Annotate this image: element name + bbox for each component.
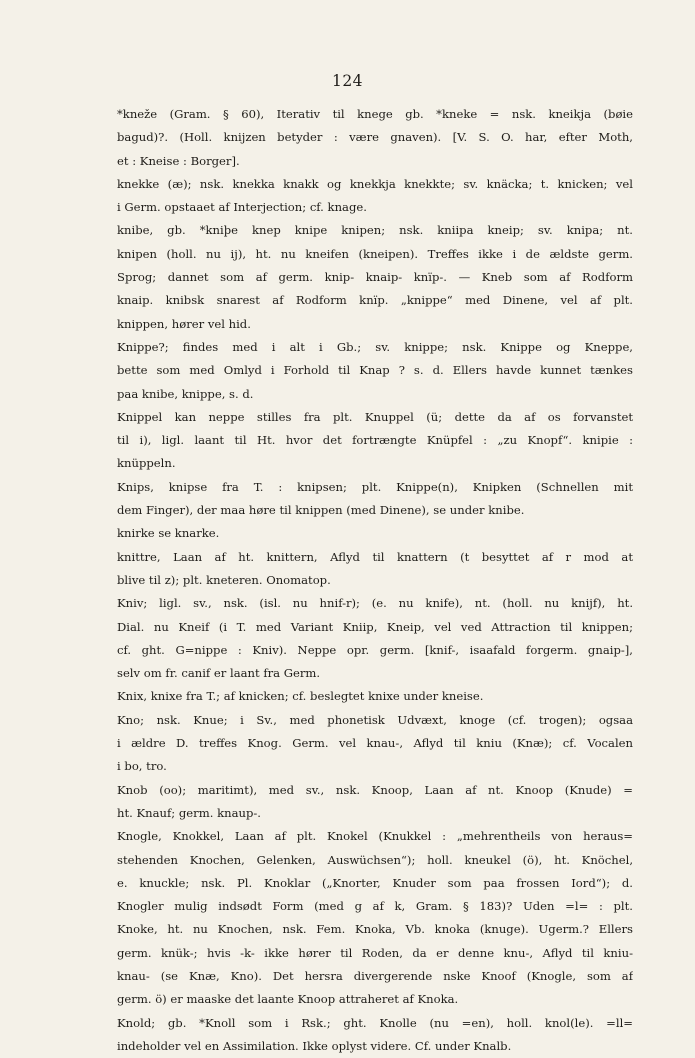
text-line: knüppeln. bbox=[117, 456, 176, 471]
text-line: Knix, knixe fra T.; af knicken; cf. beslegtet knixe under kneise. bbox=[117, 689, 484, 704]
text-line: Kno; nsk. Knue; i Sv., med phonetisk Udvæxt, knoge (cf. trogen); ogsaa bbox=[117, 712, 633, 727]
text-line: et : Kneise : Borger]. bbox=[117, 153, 240, 168]
text-line: i bo, tro. bbox=[117, 759, 167, 774]
text-line: knibe, gb. *kniþe knep knipe knipen; nsk. kniipa kneip; sv. knipa; nt. bbox=[117, 223, 633, 238]
text-line: cf. ght. G=nippe : Kniv). Neppe opr. germ. [knif-, isaafald forgerm. gnaip-], bbox=[117, 642, 633, 657]
text-line: i Germ. opstaaet af Interjection; cf. knage. bbox=[117, 200, 367, 215]
text-line: knau- (se Knæ, Kno). Det hersra divergerende nske Knoof (Knogle, som af bbox=[117, 968, 633, 983]
text-line: Knogler mulig indsødt Form (med g af k, Gram. § 183)? Uden =l= : plt. bbox=[117, 899, 633, 914]
text-line: paa knibe, knippe, s. d. bbox=[117, 386, 254, 401]
text-line: ht. Knauf; germ. knaup-. bbox=[117, 805, 261, 820]
text-line: Knold; gb. *Knoll som i Rsk.; ght. Knolle (nu =en), holl. knol(le). =ll= bbox=[117, 1015, 633, 1030]
text-line: blive til z); plt. kneteren. Onomatop. bbox=[117, 572, 331, 587]
text-line: dem Finger), der maa høre til knippen (med Dinene), se under knibe. bbox=[117, 503, 525, 518]
text-line: Knogle, Knokkel, Laan af plt. Knokel (Knukkel : „mehrentheils von heraus= bbox=[117, 829, 633, 844]
text-line: Knippel kan neppe stilles fra plt. Knuppel (ü; dette da af os forvanstet bbox=[117, 409, 633, 424]
text-line: knippen, hører vel hid. bbox=[117, 316, 251, 331]
text-line: Kniv; ligl. sv., nsk. (isl. nu hnif-r); (e. nu knife), nt. (holl. nu knijf), ht. bbox=[117, 596, 633, 611]
text-line: bette som med Omlyd i Forhold til Knap ? s. d. Ellers havde kunnet tænkes bbox=[117, 363, 633, 378]
text-line: knirke se knarke. bbox=[117, 526, 220, 541]
text-line: Dial. nu Kneif (i T. med Variant Kniip, Kneip, vel ved Attraction til knippen; bbox=[117, 619, 633, 634]
text-line: selv om fr. canif er laant fra Germ. bbox=[117, 666, 321, 681]
text-line: e. knuckle; nsk. Pl. Knoklar („Knorter, Knuder som paa frossen Iord“); d. bbox=[117, 875, 633, 890]
text-line: Knippe?; findes med i alt i Gb.; sv. knippe; nsk. Knippe og Kneppe, bbox=[117, 339, 633, 354]
text-line: bagud)?. (Holl. knijzen betyder : være gnaven). [V. S. O. har, efter Moth, bbox=[117, 130, 633, 145]
text-line: Knips, knipse fra T. : knipsen; plt. Knippe(n), Knipken (Schnellen mit bbox=[117, 479, 633, 494]
page-number: 124 bbox=[331, 72, 364, 90]
text-line: Knoke, ht. nu Knochen, nsk. Fem. Knoka, Vb. knoka (knuge). Ugerm.? Ellers bbox=[117, 922, 633, 937]
text-line: germ. ö) er maaske det laante Knoop attraheret af Knoka. bbox=[117, 992, 459, 1007]
text-line: indeholder vel en Assimilation. Ikke oplyst videre. Cf. under Knalb. bbox=[117, 1038, 512, 1053]
text-line: Sprog; dannet som af germ. knip- knaip- knïp-. — Kneb som af Rodform bbox=[117, 270, 633, 285]
text-line: germ. knük-; hvis -k- ikke hører til Roden, da er denne knu-, Aflyd til kniu- bbox=[117, 945, 633, 960]
text-line: til i), ligl. laant til Ht. hvor det fortrængte Knüpfel : „zu Knopf“. knipie : bbox=[117, 433, 633, 448]
text-line: knipen (holl. nu ij), ht. nu kneifen (kneipen). Treffes ikke i de ældste germ. bbox=[117, 246, 633, 261]
text-line: knaip. knibsk snarest af Rodform knïp. „knippe“ med Dinene, vel af plt. bbox=[117, 293, 633, 308]
text-line: stehenden Knochen, Gelenken, Auswüchsen“); holl. kneukel (ö), ht. Knöchel, bbox=[117, 852, 633, 867]
dictionary-text bbox=[117, 103, 633, 1058]
text-line: knittre, Laan af ht. knittern, Aflyd til knattern (t besyttet af r mod at bbox=[117, 549, 633, 564]
text-line: knekke (æ); nsk. knekka knakk og knekkja knekkte; sv. knäcka; t. knicken; vel bbox=[117, 176, 633, 191]
text-line: Knob (oo); maritimt), med sv., nsk. Knoop, Laan af nt. Knoop (Knude) = bbox=[117, 782, 633, 797]
text-line: i ældre D. treffes Knog. Germ. vel knau-, Aflyd til kniu (Knæ); cf. Vocalen bbox=[117, 736, 633, 751]
text-line: *kneže (Gram. § 60), Iterativ til knege gb. *kneke = nsk. kneikja (bøie bbox=[117, 107, 633, 121]
